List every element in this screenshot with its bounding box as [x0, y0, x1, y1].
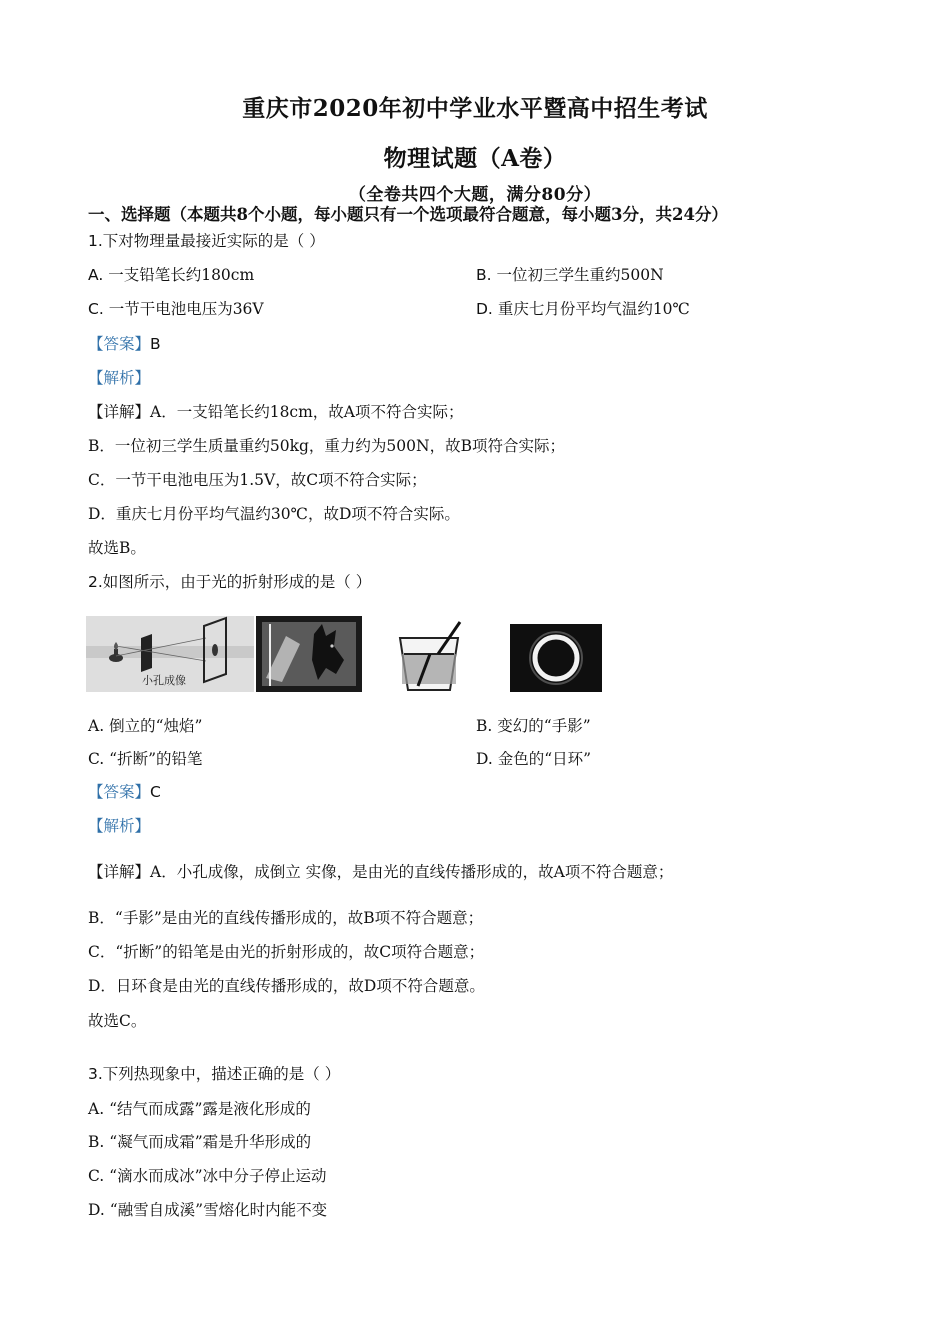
hand-shadow-figure	[256, 616, 362, 692]
q1-detail-4: D．重庆七月份平均气温约30℃，故D项不符合实际。	[88, 505, 460, 523]
q2-detail-4: D．日环食是由光的直线传播形成的，故D项不符合题意。	[88, 977, 485, 995]
answer-value: B	[150, 335, 161, 353]
detail-label: 【详解】	[88, 863, 151, 881]
q2-option-d	[476, 749, 591, 769]
q3-option-b	[88, 1132, 311, 1152]
question-number: 2.	[88, 573, 103, 591]
option-text: 一支铅笔长约180cm	[108, 266, 255, 284]
option-letter: C.	[88, 1167, 105, 1185]
exam-subtitle: 物理试题（A卷）	[383, 145, 567, 172]
option-letter: B.	[476, 266, 492, 284]
question-text: 下列热现象中，描述正确的是（ ）	[102, 1065, 341, 1083]
option-letter: D.	[476, 300, 493, 318]
option-text: 一位初三学生重约500N	[496, 266, 664, 284]
annular-eclipse-figure	[510, 624, 602, 692]
option-letter: B.	[88, 1133, 105, 1151]
q2-figure	[86, 616, 602, 694]
detail-text: A．一支铅笔长约18cm，故A项不符合实际；	[150, 403, 464, 421]
option-text: “结气而成露”露是液化形成的	[109, 1100, 311, 1118]
option-text: 金色的“日环”	[497, 750, 592, 768]
q2-option-c	[88, 749, 203, 769]
exam-title: 重庆市2020年初中学业水平暨高中招生考试	[242, 95, 708, 122]
q1-conclusion: 故选B。	[88, 539, 146, 557]
q1-analysis-label: 【解析】	[88, 369, 151, 387]
option-letter: C.	[88, 300, 104, 318]
option-letter: C.	[88, 750, 105, 768]
q1-option-b	[476, 265, 664, 285]
option-text: 重庆七月份平均气温约10℃	[497, 300, 690, 318]
q1-option-d	[476, 299, 690, 319]
detail-label: 【详解】	[88, 403, 151, 421]
q2-detail-1	[88, 862, 673, 882]
q1-detail-3: C．一节干电池电压为1.5V，故C项不符合实际；	[88, 471, 427, 489]
option-text: 倒立的“烛焰”	[109, 717, 203, 735]
option-text: 一节干电池电压为36V	[108, 300, 264, 318]
pinhole-figure	[86, 616, 254, 692]
q2-detail-2: B．“手影”是由光的直线传播形成的，故B项不符合题意；	[88, 909, 484, 927]
q2-option-b	[476, 716, 591, 736]
q3-option-a	[88, 1099, 311, 1119]
option-letter: A.	[88, 266, 104, 284]
exam-note: （全卷共四个大题，满分80分）	[348, 185, 602, 205]
question-number: 3.	[88, 1065, 103, 1083]
option-letter: A.	[88, 1100, 105, 1118]
question-3-stem	[88, 1064, 340, 1084]
option-letter: D.	[476, 750, 493, 768]
q2-analysis-label: 【解析】	[88, 817, 151, 835]
option-letter: A.	[88, 717, 105, 735]
option-text: “滴水而成冰”冰中分子停止运动	[109, 1167, 327, 1185]
question-1-stem	[88, 231, 325, 251]
answer-value: C	[150, 783, 161, 801]
q3-option-c	[88, 1166, 327, 1186]
option-text: “凝气而成霜”霜是升华形成的	[109, 1133, 312, 1151]
q2-detail-3: C．“折断”的铅笔是由光的折射形成的，故C项符合题意；	[88, 943, 485, 961]
q2-conclusion: 故选C。	[88, 1012, 147, 1030]
answer-label: 【答案】	[88, 335, 151, 353]
q2-option-a	[88, 716, 202, 736]
option-text: 变幻的“手影”	[497, 717, 591, 735]
question-number: 1.	[88, 232, 103, 250]
section-heading: 一、选择题（本题共8个小题，每小题只有一个选项最符合题意，每小题3分，共24分）	[88, 205, 728, 224]
option-text: “融雪自成溪”雪熔化时内能不变	[109, 1201, 328, 1219]
q2-figure-strip	[86, 616, 602, 694]
pencil-in-water-figure	[364, 616, 474, 692]
detail-text: A．小孔成像，成倒立 实像，是由光的直线传播形成的，故A项不符合题意；	[150, 863, 674, 881]
option-text: “折断”的铅笔	[109, 750, 203, 768]
answer-label: 【答案】	[88, 783, 151, 801]
option-letter: D.	[88, 1201, 105, 1219]
pinhole-caption: 小孔成像	[142, 674, 186, 687]
question-2-stem	[88, 572, 371, 592]
q2-answer	[88, 782, 161, 802]
q1-option-a	[88, 265, 254, 285]
q1-option-c	[88, 299, 264, 319]
q3-option-d	[88, 1200, 327, 1220]
q1-detail-2: B．一位初三学生质量重约50kg，重力约为500N，故B项符合实际；	[88, 437, 565, 455]
q1-detail-1	[88, 402, 464, 422]
option-letter: B.	[476, 717, 493, 735]
q1-answer	[88, 334, 161, 354]
question-text: 如图所示，由于光的折射形成的是（ ）	[102, 573, 372, 591]
question-text: 下对物理量最接近实际的是（ ）	[102, 232, 325, 250]
